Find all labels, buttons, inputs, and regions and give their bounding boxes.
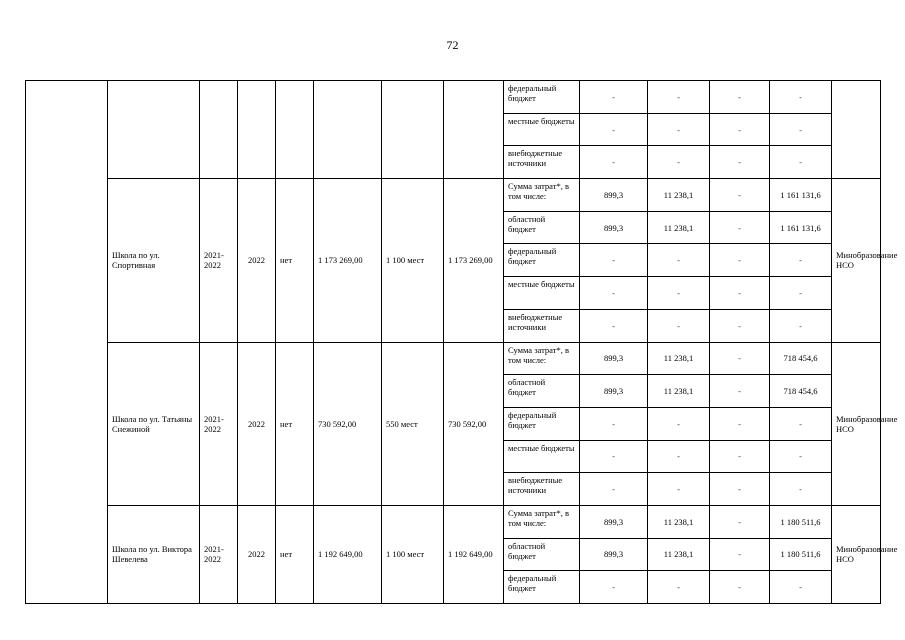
value-col-2: 11 238,1 — [648, 505, 710, 538]
project-cost: 1 192 649,00 — [314, 505, 382, 603]
project-cost: 730 592,00 — [314, 342, 382, 505]
responsible-agency: Минобразование НСО — [832, 179, 881, 342]
funding-source: Сумма затрат*, в том числе: — [504, 505, 580, 538]
value-col-4: - — [770, 146, 832, 179]
value-col-1: 899,3 — [580, 538, 648, 571]
funding-source: Сумма затрат*, в том числе: — [504, 342, 580, 375]
page-number: 72 — [446, 38, 459, 52]
value-col-2: 11 238,1 — [648, 538, 710, 571]
funding-source: федеральный бюджет — [504, 244, 580, 277]
project-year: 2022 — [238, 342, 276, 505]
funding-source: Сумма затрат*, в том числе: — [504, 179, 580, 212]
project-year: 2022 — [238, 505, 276, 603]
project-capacity-cell — [382, 81, 444, 179]
value-col-1: - — [580, 113, 648, 146]
project-total: 1 192 649,00 — [444, 505, 504, 603]
project-flag: нет — [276, 342, 314, 505]
value-col-3: - — [710, 505, 770, 538]
value-col-2: - — [648, 113, 710, 146]
value-col-2: - — [648, 81, 710, 114]
project-period: 2021-2022 — [200, 342, 238, 505]
value-col-3: - — [710, 407, 770, 440]
responsible-agency: Минобразование НСО — [832, 342, 881, 505]
value-col-2: - — [648, 473, 710, 506]
value-col-1: - — [580, 407, 648, 440]
funding-source: федеральный бюджет — [504, 81, 580, 114]
project-year-cell — [238, 81, 276, 179]
funding-source: внебюджетные источники — [504, 473, 580, 506]
value-col-4: - — [770, 277, 832, 310]
value-col-2: 11 238,1 — [648, 211, 710, 244]
value-col-3: - — [710, 571, 770, 604]
value-col-3: - — [710, 309, 770, 342]
funding-source: местные бюджеты — [504, 113, 580, 146]
value-col-2: - — [648, 571, 710, 604]
funding-source: областной бюджет — [504, 211, 580, 244]
project-total: 730 592,00 — [444, 342, 504, 505]
value-col-1: 899,3 — [580, 375, 648, 408]
project-capacity: 1 100 мест — [382, 505, 444, 603]
project-period-cell — [200, 81, 238, 179]
value-col-2: - — [648, 407, 710, 440]
project-flag-cell — [276, 81, 314, 179]
project-name: Школа по ул. Татьяны Снежиной — [108, 342, 200, 505]
responsible-agency: Минобразование НСО — [832, 505, 881, 603]
value-col-3: - — [710, 440, 770, 473]
value-col-1: - — [580, 473, 648, 506]
value-col-2: - — [648, 309, 710, 342]
value-col-3: - — [710, 179, 770, 212]
funding-source: местные бюджеты — [504, 277, 580, 310]
value-col-3: - — [710, 146, 770, 179]
value-col-2: 11 238,1 — [648, 375, 710, 408]
value-col-4: - — [770, 81, 832, 114]
value-col-3: - — [710, 473, 770, 506]
table-row — [26, 81, 881, 114]
value-col-4: - — [770, 440, 832, 473]
funding-source: областной бюджет — [504, 375, 580, 408]
blank-cell — [26, 81, 108, 604]
project-cost: 1 173 269,00 — [314, 179, 382, 342]
project-flag: нет — [276, 505, 314, 603]
project-total-cell — [444, 81, 504, 179]
table-row — [26, 179, 881, 212]
budget-table — [25, 80, 898, 604]
project-flag: нет — [276, 179, 314, 342]
value-col-1: - — [580, 440, 648, 473]
value-col-2: 11 238,1 — [648, 179, 710, 212]
value-col-1: - — [580, 81, 648, 114]
project-cost-cell — [314, 81, 382, 179]
value-col-4: 1 161 131,6 — [770, 211, 832, 244]
project-name: Школа по ул. Виктора Шевелева — [108, 505, 200, 603]
value-col-1: - — [580, 571, 648, 604]
value-col-1: - — [580, 146, 648, 179]
project-capacity: 550 мест — [382, 342, 444, 505]
value-col-4: 718 454,6 — [770, 375, 832, 408]
project-period: 2021-2022 — [200, 505, 238, 603]
funding-source: внебюджетные источники — [504, 309, 580, 342]
value-col-2: 11 238,1 — [648, 342, 710, 375]
value-col-1: 899,3 — [580, 505, 648, 538]
value-col-3: - — [710, 244, 770, 277]
value-col-4: - — [770, 571, 832, 604]
responsible-cell — [832, 81, 881, 179]
value-col-3: - — [710, 342, 770, 375]
value-col-3: - — [710, 277, 770, 310]
project-capacity: 1 100 мест — [382, 179, 444, 342]
project-name-cell — [108, 81, 200, 179]
funding-source: федеральный бюджет — [504, 571, 580, 604]
value-col-4: 1 180 511,6 — [770, 505, 832, 538]
funding-source: областной бюджет — [504, 538, 580, 571]
project-total: 1 173 269,00 — [444, 179, 504, 342]
value-col-4: 718 454,6 — [770, 342, 832, 375]
value-col-4: 1 180 511,6 — [770, 538, 832, 571]
value-col-4: 1 161 131,6 — [770, 179, 832, 212]
value-col-2: - — [648, 244, 710, 277]
funding-source: федеральный бюджет — [504, 407, 580, 440]
value-col-1: - — [580, 277, 648, 310]
value-col-1: - — [580, 309, 648, 342]
value-col-1: - — [580, 244, 648, 277]
table-row — [26, 342, 881, 375]
project-period: 2021-2022 — [200, 179, 238, 342]
value-col-2: - — [648, 440, 710, 473]
funding-source: местные бюджеты — [504, 440, 580, 473]
value-col-2: - — [648, 277, 710, 310]
table-row — [26, 505, 881, 538]
value-col-1: 899,3 — [580, 342, 648, 375]
value-col-4: - — [770, 407, 832, 440]
value-col-4: - — [770, 113, 832, 146]
value-col-3: - — [710, 113, 770, 146]
value-col-3: - — [710, 538, 770, 571]
value-col-4: - — [770, 244, 832, 277]
value-col-1: 899,3 — [580, 179, 648, 212]
value-col-2: - — [648, 146, 710, 179]
project-year: 2022 — [238, 179, 276, 342]
value-col-4: - — [770, 309, 832, 342]
value-col-4: - — [770, 473, 832, 506]
project-name: Школа по ул. Спортивная — [108, 179, 200, 342]
value-col-3: - — [710, 211, 770, 244]
value-col-3: - — [710, 81, 770, 114]
value-col-1: 899,3 — [580, 211, 648, 244]
value-col-3: - — [710, 375, 770, 408]
funding-source: внебюджетные источники — [504, 146, 580, 179]
